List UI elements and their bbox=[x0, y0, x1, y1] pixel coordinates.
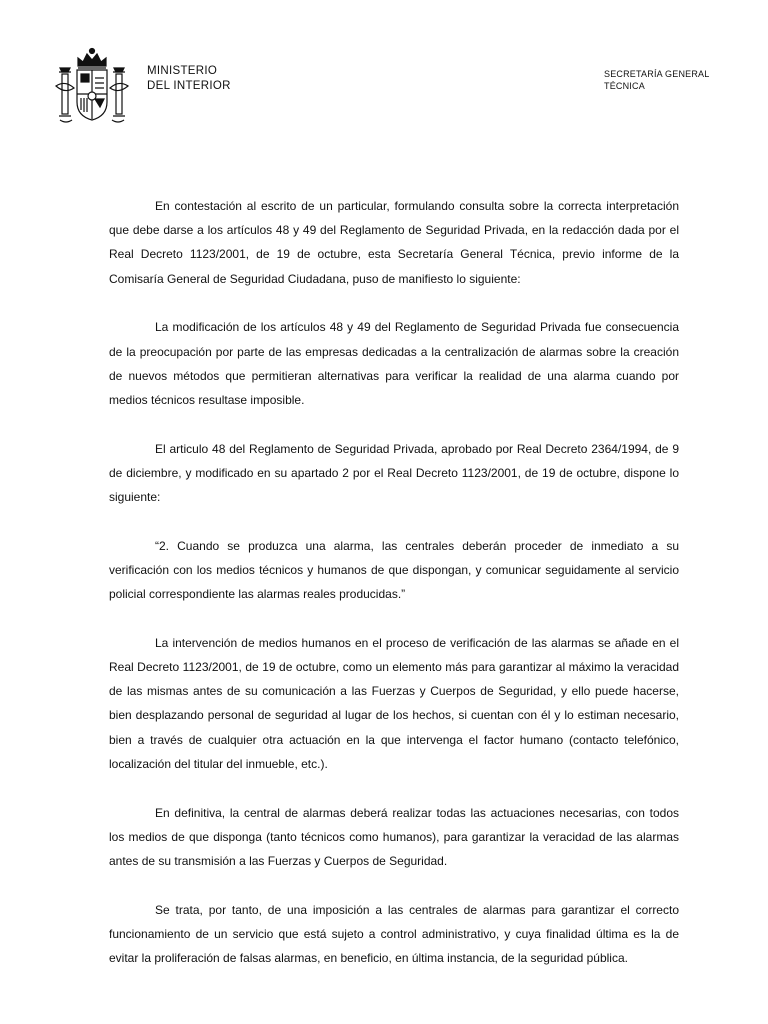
ministry-line-2: DEL INTERIOR bbox=[147, 80, 231, 92]
ministry-name bbox=[147, 64, 231, 94]
paragraph: La intervención de medios humanos en el proceso de verificación de las alarmas se añade en el Real Decreto 1123/2001, de 19 de octubre, como un elemento más para garantizar al máximo la veracidad de las mismas antes de su comunicación a las Fuerzas y Cuerpos de Seguridad, y ello puede hacerse, bien desplazando personal de seguridad al lugar de los hechos, si cuentan con él y lo estiman necesario, bien a través de cualquier otra actuación en la que intervenga el factor humano (contacto telefónico, localización del titular del inmueble, etc.). bbox=[109, 635, 679, 771]
quoted-paragraph: “2. Cuando se produzca una alarma, las centrales deberán proceder de inmediato a su verificación con los medios técnicos y humanos de que dispongan, y comunicar seguidamente al servicio policial correspondiente las alarmas reales producidas.” bbox=[109, 538, 679, 602]
ministry-line-1: MINISTERIO bbox=[147, 65, 218, 77]
paragraph: En contestación al escrito de un particular, formulando consulta sobre la correcta interpretación que debe darse a los artículos 48 y 49 del Reglamento de Seguridad Privada, en la redacción dada por el Real Decreto 1123/2001, de 19 de octubre, esta Secretaría General Técnica, previo informe de la Comisaría General de Seguridad Ciudadana, puso de manifiesto lo siguiente: bbox=[109, 199, 679, 286]
department-line-1: SECRETARÍA GENERAL bbox=[604, 69, 710, 79]
coat-of-arms-icon bbox=[52, 44, 132, 126]
paragraph: La modificación de los artículos 48 y 49 del Reglamento de Seguridad Privada fue consecuencia de la preocupación por parte de las empresas dedicadas a la centralización de alarmas sobre la creación de nuevos métodos que permitieran alternativas para verificar la realidad de una alarma cuando por medios técnicos resultase imposible. bbox=[109, 320, 679, 407]
paragraph: El articulo 48 del Reglamento de Seguridad Privada, aprobado por Real Decreto 2364/1994, de 9 de diciembre, y modificado en su apartado 2 por el Real Decreto 1123/2001, de 19 de octubre, dispone lo siguiente: bbox=[109, 441, 679, 505]
paragraph: Se trata, por tanto, de una imposición a las centrales de alarmas para garantizar el correcto funcionamiento de un servicio que está sujeto a control administrativo, y cuya finalidad última es la de evitar la proliferación de falsas alarmas, en beneficio, en última instancia, de la seguridad pública. bbox=[109, 902, 679, 966]
department-line-2: TÉCNICA bbox=[604, 81, 645, 91]
document-body bbox=[109, 194, 679, 995]
department-name bbox=[604, 68, 709, 92]
paragraph: En definitiva, la central de alarmas deberá realizar todas las actuaciones necesarias, con todos los medios de que disponga (tanto técnicos como humanos), para garantizar la veracidad de las alarmas antes de su transmisión a las Fuerzas y Cuerpos de Seguridad. bbox=[109, 805, 679, 868]
